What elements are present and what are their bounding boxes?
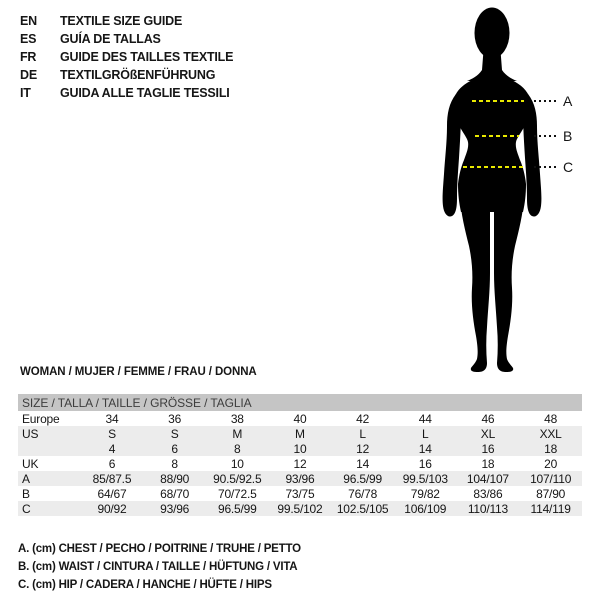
- table-row-europe: [18, 411, 582, 426]
- woman-silhouette-icon: [420, 0, 600, 380]
- cell: 107/110: [519, 471, 582, 486]
- marker-label-a: A: [563, 93, 573, 109]
- cell: 34: [105, 411, 119, 426]
- cell: 110/113: [457, 501, 520, 516]
- table-row-hip-c: [18, 501, 582, 516]
- lang-row-it: [20, 84, 233, 102]
- measurement-legend: [18, 540, 301, 594]
- cell: 14: [356, 456, 370, 471]
- cell: L: [394, 426, 457, 441]
- cell: 93/96: [269, 471, 332, 486]
- marker-label-b: B: [563, 128, 573, 144]
- lang-code: DE: [20, 68, 37, 82]
- lang-label: GUIDA ALLE TAGLIE TESSILI: [60, 86, 230, 100]
- cell: 90/92: [81, 501, 144, 516]
- cell: 99.5/103: [394, 471, 457, 486]
- table-row-waist-b: [18, 486, 582, 501]
- lang-label: TEXTILE SIZE GUIDE: [60, 14, 183, 28]
- cell: 10: [269, 441, 332, 456]
- cell: 90.5/92.5: [206, 471, 269, 486]
- cell: 8: [171, 456, 178, 471]
- cell: 38: [230, 411, 244, 426]
- row-label: UK: [22, 456, 39, 471]
- cell: 16: [418, 456, 432, 471]
- cell: 48: [544, 411, 558, 426]
- cell: 4: [81, 441, 144, 456]
- row-label: A: [18, 471, 81, 486]
- size-table: [18, 394, 582, 516]
- cell: 10: [230, 456, 244, 471]
- legend-chest: A. (cm) CHEST / PECHO / POITRINE / TRUHE / PETTO: [18, 543, 301, 555]
- cell: 87/90: [536, 486, 566, 501]
- lang-code: EN: [20, 14, 37, 28]
- cell: 68/70: [160, 486, 190, 501]
- cell: 83/86: [473, 486, 503, 501]
- row-label: Europe: [22, 411, 60, 426]
- lang-code: FR: [20, 50, 37, 64]
- section-title: WOMAN / MUJER / FEMME / FRAU / DONNA: [20, 366, 257, 378]
- table-row-us-numeric: [18, 441, 582, 456]
- cell: 20: [544, 456, 558, 471]
- cell: 6: [108, 456, 116, 471]
- cell: XXL: [519, 426, 582, 441]
- lang-code: IT: [20, 86, 31, 100]
- marker-label-c: C: [563, 159, 574, 175]
- cell: 8: [206, 441, 269, 456]
- cell: 6: [143, 441, 206, 456]
- cell: L: [331, 426, 394, 441]
- legend-waist: B. (cm) WAIST / CINTURA / TAILLE / HÜFTUNG / VITA: [18, 561, 298, 573]
- cell: 73/75: [285, 486, 315, 501]
- table-row-uk: [18, 456, 582, 471]
- cell: 70/72.5: [217, 486, 257, 501]
- cell: 96.5/99: [331, 471, 394, 486]
- cell: 42: [356, 411, 370, 426]
- cell: XL: [457, 426, 520, 441]
- cell: 14: [394, 441, 457, 456]
- lang-row-fr: [20, 48, 233, 66]
- cell: 93/96: [143, 501, 206, 516]
- cell: 106/109: [394, 501, 457, 516]
- lang-label: GUIDE DES TAILLES TEXTILE: [60, 50, 234, 64]
- row-label: US: [18, 426, 81, 441]
- cell: 18: [481, 456, 495, 471]
- cell: 96.5/99: [206, 501, 269, 516]
- lang-code: ES: [20, 32, 37, 46]
- cell: 12: [331, 441, 394, 456]
- cell: 16: [457, 441, 520, 456]
- cell: 79/82: [410, 486, 440, 501]
- table-row-chest-a: [18, 471, 582, 486]
- language-title-block: [20, 12, 233, 102]
- cell: S: [81, 426, 144, 441]
- cell: 12: [293, 456, 307, 471]
- cell: 46: [481, 411, 495, 426]
- table-header-label: SIZE / TALLA / TAILLE / GRÖSSE / TAGLIA: [18, 394, 582, 411]
- cell: 40: [293, 411, 307, 426]
- row-label: B: [22, 486, 30, 501]
- legend-hip: C. (cm) HIP / CADERA / HANCHE / HÜFTE / HIPS: [18, 579, 272, 591]
- cell: 99.5/102: [269, 501, 332, 516]
- lang-row-es: [20, 30, 233, 48]
- cell: 88/90: [143, 471, 206, 486]
- cell: 104/107: [457, 471, 520, 486]
- row-label: C: [18, 501, 81, 516]
- lang-label: TEXTILGRÖßENFÜHRUNG: [60, 68, 216, 82]
- row-label: [18, 441, 81, 456]
- cell: S: [143, 426, 206, 441]
- cell: 76/78: [348, 486, 378, 501]
- cell: M: [269, 426, 332, 441]
- lang-row-de: [20, 66, 233, 84]
- lang-label: GUÍA DE TALLAS: [60, 32, 161, 46]
- cell: 114/119: [519, 501, 582, 516]
- cell: M: [206, 426, 269, 441]
- table-header-row: [18, 394, 582, 411]
- table-row-us-letter: [18, 426, 582, 441]
- cell: 44: [418, 411, 432, 426]
- cell: 64/67: [97, 486, 127, 501]
- cell: 36: [168, 411, 182, 426]
- measurement-figure: [420, 0, 600, 380]
- cell: 18: [519, 441, 582, 456]
- cell: 85/87.5: [81, 471, 144, 486]
- cell: 102.5/105: [331, 501, 394, 516]
- lang-row-en: [20, 12, 233, 30]
